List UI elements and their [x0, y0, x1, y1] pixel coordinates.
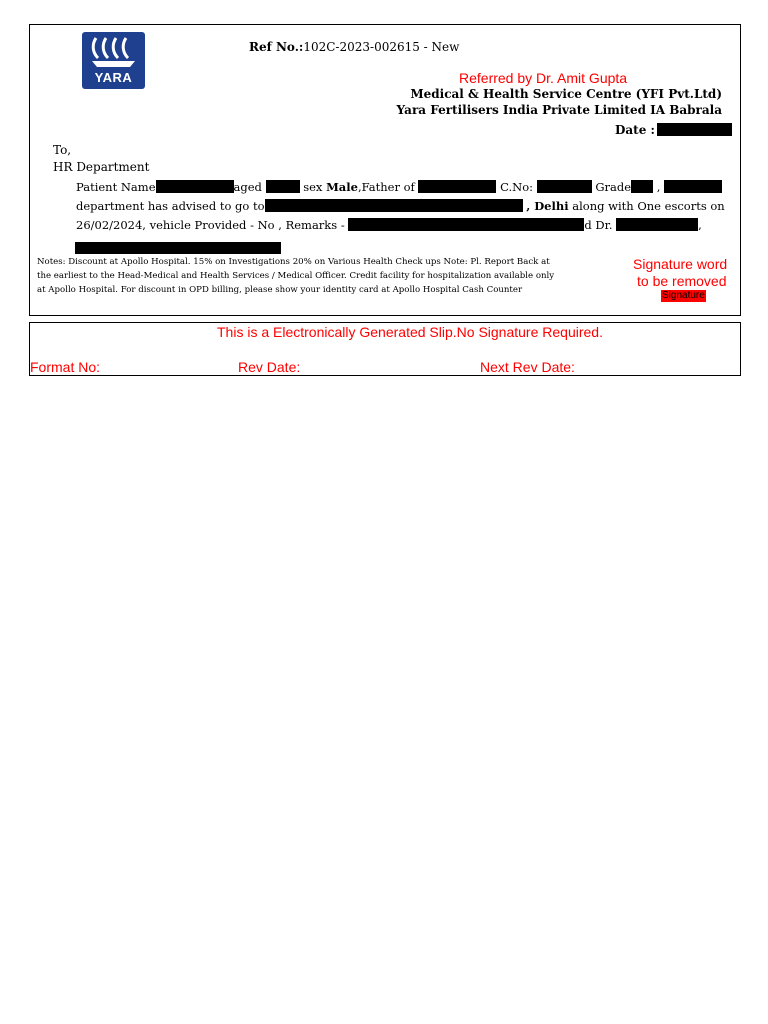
to-line: To,	[53, 143, 72, 157]
signature-note-line2: to be removed	[637, 273, 727, 289]
father-of-label: ,Father of	[357, 180, 415, 194]
date-vehicle-text: 26/02/2024, vehicle Provided - No , Remarks -	[76, 218, 345, 232]
redacted-patient-name	[156, 180, 234, 193]
ref-value: 102C-2023-002615 - New	[303, 40, 460, 54]
redacted-date	[657, 123, 732, 136]
electronic-note: This is a Electronically Generated Slip.No Signature Required.	[217, 324, 603, 340]
rev-date: Rev Date:	[238, 359, 301, 375]
advice-line	[76, 199, 725, 213]
trailing-comma: ,	[698, 218, 702, 232]
company-name: Yara Fertilisers India Private Limited IA Babrala	[396, 103, 722, 117]
redacted-department	[664, 180, 722, 193]
date-field	[615, 123, 732, 137]
viking-ship-icon	[82, 32, 145, 72]
redacted-grade	[631, 180, 653, 193]
delhi-value: , Delhi	[526, 199, 569, 213]
d-dr-text: d Dr.	[584, 218, 613, 232]
remarks-line	[76, 218, 702, 232]
escorts-text: along with One escorts on	[572, 199, 725, 213]
ref-label: Ref No.:	[249, 40, 304, 54]
comma: ,	[656, 180, 661, 194]
redacted-extra	[75, 242, 281, 254]
ref-number	[249, 40, 459, 54]
signature-note-line1: Signature word	[633, 256, 728, 272]
grade-label: Grade	[595, 180, 632, 194]
redacted-cno	[537, 180, 592, 193]
date-label: Date :	[615, 123, 655, 137]
referred-by: Referred by Dr. Amit Gupta	[459, 70, 628, 86]
notes-text: Notes: Discount at Apollo Hospital. 15% on Investigations 20% on Various Health Check ups Note: Pl. Report Back at the earliest to the Head-Medical and Health Services / Medical Officer. Credit facility for hospitalization available only at Apollo Hospital. For discount in OPD billing, please show your identity card at Apollo Hospital Cash Counter	[37, 257, 555, 295]
redacted-remarks	[348, 218, 584, 231]
redacted-age	[266, 180, 300, 193]
centre-name: Medical & Health Service Centre (YFI Pvt.Ltd)	[410, 87, 722, 101]
redacted-doctor	[616, 218, 698, 231]
signature-word: Signature	[662, 290, 705, 301]
hr-department: HR Department	[53, 160, 150, 174]
redacted-line	[75, 237, 281, 256]
redacted-hospital	[265, 199, 523, 212]
logo-text: YARA	[94, 70, 133, 85]
format-no: Format No:	[30, 359, 101, 375]
aged-label: aged	[233, 180, 262, 194]
sex-value: Male	[326, 180, 358, 194]
sex-label: sex	[303, 180, 323, 194]
dept-text: department has advised to go to	[76, 199, 265, 213]
patient-line	[76, 180, 722, 194]
next-rev-date: Next Rev Date:	[480, 359, 575, 375]
cno-label: C.No:	[500, 180, 534, 194]
patient-name-label: Patient Name	[76, 180, 156, 194]
yara-logo	[82, 32, 145, 89]
redacted-father-name	[418, 180, 496, 193]
